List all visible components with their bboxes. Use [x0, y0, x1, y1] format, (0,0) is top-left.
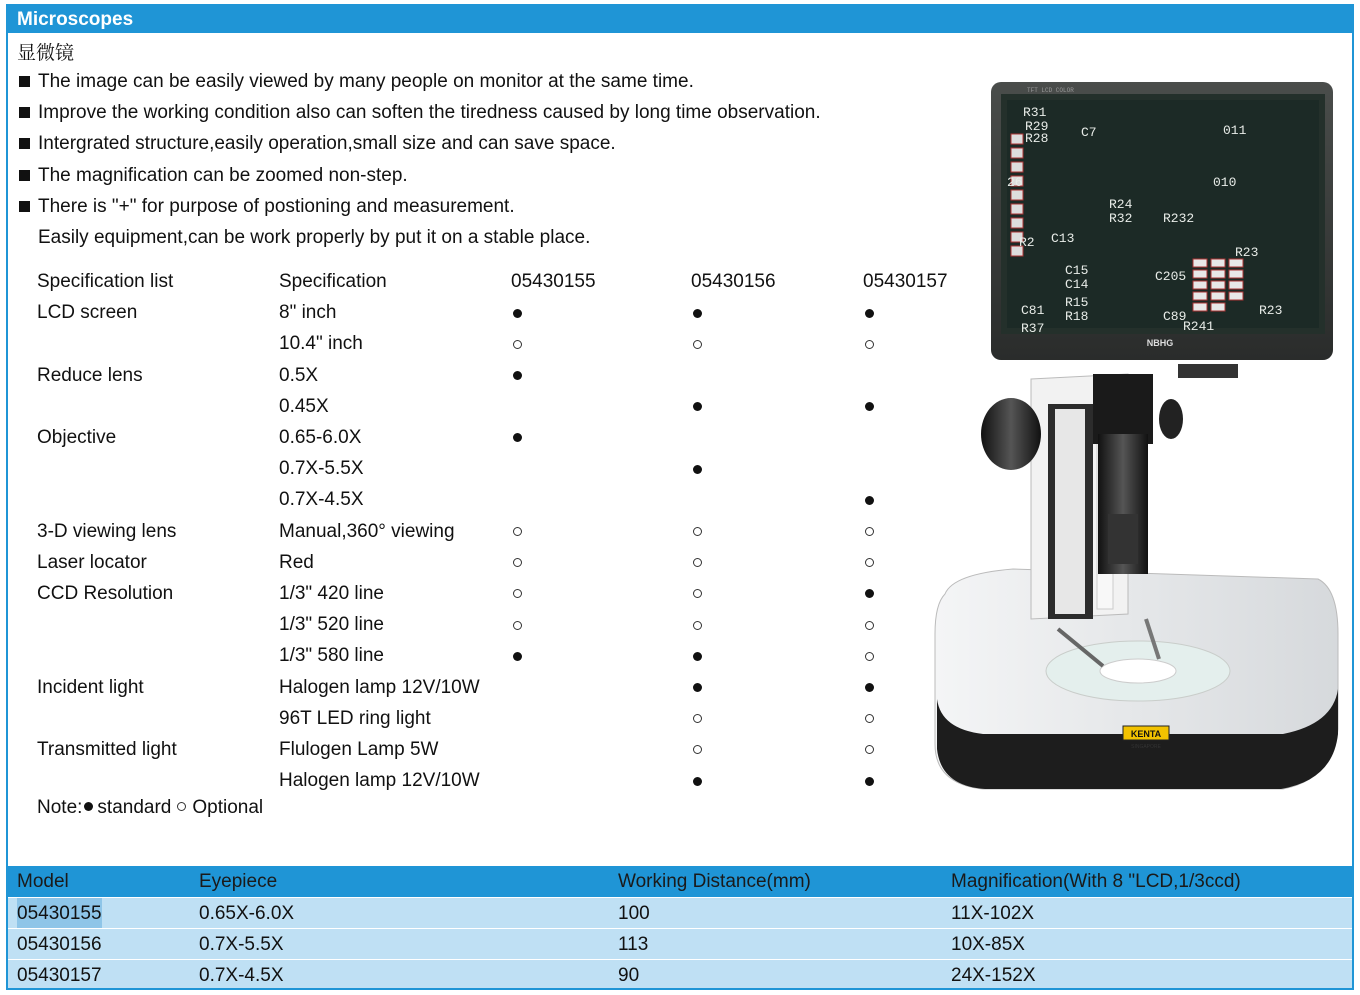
availability-mark	[511, 516, 522, 547]
optional-circle-icon	[865, 621, 874, 630]
availability-mark	[691, 453, 702, 484]
optional-circle-icon	[865, 340, 874, 349]
optional-circle-icon	[693, 558, 702, 567]
square-bullet-icon	[19, 138, 30, 149]
standard-dot-icon	[693, 465, 702, 474]
spec-value: 0.45X	[279, 395, 329, 417]
spec-item: Incident light	[37, 676, 144, 698]
pcb-label: R241	[1183, 319, 1215, 334]
optional-circle-icon	[513, 621, 522, 630]
spec-value: 8" inch	[279, 302, 337, 324]
pcb-component	[1011, 148, 1023, 158]
pcb-label: R28	[1025, 131, 1049, 146]
pcb-label: R2	[1019, 235, 1035, 250]
pcb-label: R18	[1065, 309, 1089, 324]
availability-mark	[691, 297, 702, 328]
pcb-label: C89	[1163, 309, 1187, 324]
availability-mark	[863, 703, 874, 734]
feature-item: Intergrated structure,easily operation,small size and can save space.	[17, 128, 821, 159]
availability-mark	[691, 765, 702, 796]
standard-dot-icon	[865, 402, 874, 411]
square-bullet-icon	[19, 201, 30, 212]
spec-header: 05430156	[691, 271, 776, 292]
optional-circle-icon	[865, 745, 874, 754]
pcb-component	[1211, 259, 1225, 267]
availability-mark	[863, 516, 874, 547]
spec-item: LCD screen	[37, 302, 138, 324]
spec-value: 10.4" inch	[279, 333, 363, 355]
standard-dot-icon	[693, 683, 702, 692]
pcb-label: C205	[1155, 269, 1187, 284]
pcb-label: R31	[1023, 105, 1047, 120]
optional-circle-icon	[693, 714, 702, 723]
feature-item: Easily equipment,can be work properly by put it on a stable place.	[38, 226, 591, 248]
eyepiece-value: 0.65X-6.0X	[199, 903, 295, 924]
pcb-component	[1193, 303, 1207, 311]
optional-circle-icon	[865, 558, 874, 567]
feature-item: The image can be easily viewed by many people on monitor at the same time.	[17, 66, 821, 97]
spec-value: 0.5X	[279, 364, 319, 386]
optional-circle-icon	[865, 714, 874, 723]
optional-circle-icon	[513, 589, 522, 598]
optional-circle-icon	[865, 652, 874, 661]
pcb-label: 011	[1223, 123, 1247, 138]
spec-header: Specification	[279, 271, 387, 292]
model-number: 05430157	[17, 965, 102, 986]
pcb-label: R32	[1109, 211, 1133, 226]
availability-mark	[863, 578, 874, 609]
magnification-value: 11X-102X	[951, 903, 1035, 924]
square-bullet-icon	[19, 76, 30, 87]
spec-value: Halogen lamp 12V/10W	[279, 676, 480, 698]
model-header: Model	[17, 871, 69, 892]
availability-mark	[511, 547, 522, 578]
availability-mark	[691, 391, 702, 422]
availability-mark	[863, 297, 874, 328]
model-table	[8, 866, 1352, 990]
spec-value: Red	[279, 551, 314, 573]
model-number-selected[interactable]: 05430155	[17, 898, 102, 929]
spec-item: Reduce lens	[37, 364, 143, 386]
optional-circle-icon	[693, 589, 702, 598]
pcb-label: C15	[1065, 263, 1089, 278]
standard-dot-icon	[513, 433, 522, 442]
spec-item: Laser locator	[37, 551, 147, 573]
availability-mark	[863, 547, 874, 578]
optional-circle-icon	[865, 527, 874, 536]
table-row	[8, 959, 1352, 990]
pcb-component	[1229, 281, 1243, 289]
pcb-label: R37	[1021, 321, 1045, 336]
pcb-component	[1211, 303, 1225, 311]
pcb-component	[1211, 270, 1225, 278]
pcb-component	[1193, 259, 1207, 267]
pcb-label: C14	[1065, 277, 1089, 292]
pcb-label: C13	[1051, 231, 1075, 246]
availability-mark	[691, 516, 702, 547]
pcb-component	[1211, 292, 1225, 300]
feature-list	[17, 66, 821, 253]
pcb-component	[1011, 162, 1023, 172]
availability-mark	[691, 672, 702, 703]
pcb-label: R23	[1235, 245, 1259, 260]
pcb-component	[1229, 270, 1243, 278]
standard-dot-icon	[693, 777, 702, 786]
pcb-label: R15	[1065, 295, 1089, 310]
pcb-component	[1229, 259, 1243, 267]
spec-value: Flulogen Lamp 5W	[279, 739, 439, 760]
pcb-label: 010	[1213, 175, 1237, 190]
screen-header-text: TFT LCD COLOR	[1027, 87, 1074, 94]
spec-value: 1/3" 520 line	[279, 614, 384, 636]
availability-mark	[863, 765, 874, 796]
spec-header: 05430157	[863, 271, 948, 292]
spec-value: 0.65-6.0X	[279, 427, 362, 448]
spec-header: 05430155	[511, 271, 596, 292]
model-header-row	[8, 866, 1352, 897]
pcb-component	[1193, 270, 1207, 278]
table-row	[8, 928, 1352, 959]
standard-dot-icon	[693, 309, 702, 318]
availability-mark	[863, 391, 874, 422]
kenta-logo: KENTA	[1130, 729, 1162, 739]
spec-value: 1/3" 420 line	[279, 583, 384, 604]
filled-dot-icon	[84, 802, 93, 811]
availability-mark	[863, 609, 874, 640]
working-distance-value: 113	[618, 934, 649, 955]
availability-mark	[863, 328, 874, 359]
eyepiece-value: 0.7X-4.5X	[199, 965, 284, 986]
working-distance-value: 90	[618, 965, 640, 986]
standard-dot-icon	[513, 309, 522, 318]
standard-dot-icon	[693, 652, 702, 661]
availability-mark	[691, 328, 702, 359]
kenta-logo-subtext: SINGAPORE	[1131, 744, 1161, 750]
spec-header: Specification list	[37, 271, 174, 292]
spec-value: Halogen lamp 12V/10W	[279, 770, 480, 792]
pcb-component	[1011, 218, 1023, 228]
model-header: Eyepiece	[199, 871, 278, 892]
spec-item: CCD Resolution	[37, 583, 174, 604]
catalog-panel	[6, 4, 1354, 990]
chinese-subtitle: 显微镜	[17, 43, 75, 64]
pcb-label: 26	[1007, 175, 1023, 190]
optional-circle-icon	[693, 340, 702, 349]
pcb-component	[1011, 134, 1023, 144]
availability-mark	[863, 484, 874, 515]
optional-circle-icon	[513, 527, 522, 536]
standard-dot-icon	[693, 402, 702, 411]
magnification-value: 10X-85X	[951, 934, 1025, 955]
feature-item: Improve the working condition also can soften the tiredness caused by long time observation.	[17, 97, 821, 128]
optional-circle-icon	[513, 558, 522, 567]
microscope-product-image	[923, 74, 1343, 794]
model-number: 05430156	[17, 934, 102, 955]
pcb-label: R29	[1025, 119, 1049, 134]
spec-value: 96T LED ring light	[279, 707, 431, 729]
optional-circle-icon	[693, 527, 702, 536]
eyepiece-value: 0.7X-5.5X	[199, 934, 284, 955]
magnification-value: 24X-152X	[951, 965, 1036, 986]
availability-mark	[691, 609, 702, 640]
optional-circle-icon	[693, 621, 702, 630]
square-bullet-icon	[19, 170, 30, 181]
standard-dot-icon	[865, 589, 874, 598]
availability-mark	[511, 609, 522, 640]
model-header: Working Distance(mm)	[618, 871, 811, 892]
standard-dot-icon	[513, 652, 522, 661]
availability-mark	[511, 422, 522, 453]
standard-dot-icon	[865, 309, 874, 318]
availability-mark	[691, 578, 702, 609]
standard-dot-icon	[865, 683, 874, 692]
pcb-label: C81	[1021, 303, 1045, 318]
standard-dot-icon	[865, 496, 874, 505]
availability-mark	[691, 640, 702, 671]
spec-value: 0.7X-4.5X	[279, 489, 364, 511]
availability-mark	[691, 703, 702, 734]
availability-mark	[511, 578, 522, 609]
open-circle-icon	[177, 802, 186, 811]
standard-dot-icon	[865, 777, 874, 786]
feature-item: There is "+" for purpose of postioning and measurement.	[17, 191, 821, 222]
table-row	[8, 897, 1352, 928]
monitor-brand: NBHG	[1146, 338, 1174, 348]
standard-dot-icon	[513, 371, 522, 380]
pcb-label: C7	[1081, 125, 1097, 140]
optional-circle-icon	[693, 745, 702, 754]
pcb-component	[1211, 281, 1225, 289]
pcb-label: R232	[1163, 211, 1195, 226]
legend-note: Note: standard Optional	[37, 797, 264, 818]
availability-mark	[511, 640, 522, 671]
square-bullet-icon	[19, 107, 30, 118]
pcb-component	[1011, 204, 1023, 214]
availability-mark	[511, 360, 522, 391]
spec-value: 0.7X-5.5X	[279, 458, 364, 480]
pcb-component	[1193, 281, 1207, 289]
pcb-component	[1011, 190, 1023, 200]
pcb-label: R24	[1109, 197, 1133, 212]
model-header: Magnification(With 8 "LCD,1/3ccd)	[951, 871, 1241, 892]
feature-item: The magnification can be zoomed non-step.	[17, 160, 821, 191]
pcb-component	[1229, 292, 1243, 300]
availability-mark	[863, 734, 874, 765]
availability-mark	[691, 547, 702, 578]
spec-value: Manual,360° viewing	[279, 520, 455, 542]
spec-item: Transmitted light	[37, 739, 177, 760]
availability-mark	[863, 640, 874, 671]
spec-item: Objective	[37, 427, 117, 448]
availability-mark	[511, 328, 522, 359]
pcb-component	[1193, 292, 1207, 300]
availability-mark	[511, 297, 522, 328]
spec-item: 3-D viewing lens	[37, 520, 177, 542]
section-title: Microscopes	[8, 6, 1352, 33]
spec-value: 1/3" 580 line	[279, 645, 384, 667]
optional-circle-icon	[513, 340, 522, 349]
working-distance-value: 100	[618, 903, 650, 924]
availability-mark	[863, 672, 874, 703]
availability-mark	[691, 734, 702, 765]
pcb-label: R23	[1259, 303, 1283, 318]
